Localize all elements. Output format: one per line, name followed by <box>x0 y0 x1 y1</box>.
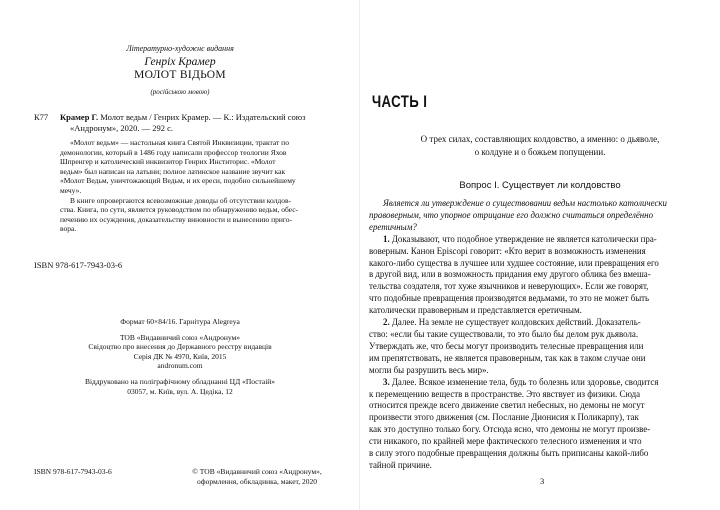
paragraph-line: католически правоверным и представляется еретичным. <box>369 305 582 316</box>
annotation-line: печению их осуждения, доказательству виновности и вынесению приго- <box>60 214 293 224</box>
language-note: (російською мовою) <box>150 88 210 96</box>
intro-line: о колдуне и о божьем попущении. <box>474 147 606 157</box>
question-line: еретичным? <box>369 221 417 232</box>
bibliographic-record <box>60 112 322 134</box>
imprint-line: 03057, м. Київ, вул. А. Цедіка, 12 <box>127 386 233 396</box>
edition-type-label: Літературно-художнє видання <box>126 44 234 53</box>
annotation-line: «Молот Ведьм, уничтожающий Ведьм, и их ереси, подобно сильнейшему <box>60 176 296 186</box>
paragraph-line: относится прежде всего движение светил небесных, но демоны не могут <box>369 400 645 411</box>
copyright-line: © ТОВ «Видавничий союз «Андронум», <box>192 467 322 476</box>
paragraph-line: воверным. Канон Episcopi говорит: «Кто верит в возможность изменения <box>369 245 646 256</box>
paragraph-line: в другой вид, или в возможность придания ему другого облика без вмеша- <box>369 269 651 280</box>
paragraph-line <box>369 377 694 389</box>
biblio-author-bold: Крамер Г. <box>60 112 99 122</box>
paragraph-line: тайной причине. <box>369 459 432 470</box>
annotation-line: ведьм» был написан на латыни; полное латинское название звучит как <box>60 166 286 176</box>
imprint-line: Серія ДК № 4970, Київ, 2015 <box>133 351 227 361</box>
annotation-line: В книге опровергаются всевозможные доводы об отсутствии колдов- <box>70 195 292 205</box>
book-title: МОЛОТ ВІДЬОМ <box>134 69 226 81</box>
imprint-line: Віддруковано на поліграфічному обладнанні ЦД «Постаій» <box>84 376 276 386</box>
isbn-bottom: ISBN 978-617-7943-03-6 <box>34 467 112 476</box>
paragraph-line: к перемещению веществ в пространстве. Это явствует из физики. Сюда <box>369 388 641 399</box>
annotation-line: вора. <box>60 224 77 234</box>
biblio-line <box>60 112 322 123</box>
paragraph-line: какого-либо существа в лучшее или худшее состояние, или превращения его <box>369 257 659 268</box>
paragraph-line: им препятствовать, не является правоверным, так как в таком случае они <box>369 352 646 363</box>
body-text <box>369 198 694 472</box>
index-code: К77 <box>34 112 49 122</box>
biblio-line: «Андронум», 2020. — 292 с. <box>70 123 173 133</box>
annotation <box>60 138 322 234</box>
annotation-line: демонологии, который в 1486 году написали профессор теологии Яхов <box>60 147 287 157</box>
paragraph-line: произвести этого движения (см. Послание Дионисия к Поликарпу), так <box>369 412 639 423</box>
paragraph-line: тельства создателя, тот хуже язычников и неверующих». Если же говорят, <box>369 281 649 292</box>
paragraph-line: как это доступно только богу. Отсюда ясно, что демоны не могут произве- <box>369 424 651 435</box>
paragraph-number: 1. <box>383 233 390 244</box>
paragraph-line: сти никакого, по крайней мере фактического телесного изменения и что <box>369 436 642 447</box>
annotation-line: «Молот ведьм» — настольная книга Святой Инквизиции, трактат по <box>70 138 289 147</box>
paragraph-text: Далее. На земле не существует колдовских действий. Доказатель- <box>391 317 641 328</box>
paragraph-line <box>369 234 694 246</box>
question-title: Вопрос I. Существует ли колдовство <box>459 180 621 191</box>
imprint-block <box>0 317 360 396</box>
paragraph-line: ство: «если бы такие существовали, то это было бы делом рук дьявола. <box>369 328 639 339</box>
paragraph-text: Доказывают, что подобное утверждение не является католически пра- <box>391 233 657 244</box>
author-name: Генріх Крамер <box>144 56 216 68</box>
question-line: Является ли утверждение о существовании ведьм настолько католически <box>383 198 667 208</box>
imprint-line: ТОВ «Видавничий союз «Андронум» <box>119 332 241 342</box>
isbn: ISBN 978-617-7943-03-6 <box>34 260 123 270</box>
paragraph-text: Далее. Всякое изменение тела, будь то болезнь или здоровье, сводится <box>391 376 659 387</box>
paragraph-number: 3. <box>383 376 390 387</box>
imprint-format: Формат 60×84/16. Гарнітура Alegreya <box>120 317 240 326</box>
paragraph-line: в силу этого подобные превращения должны быть приписаны какой-либо <box>369 448 649 459</box>
part-title: ЧАСТЬ I <box>371 92 428 111</box>
annotation-line: Шпренгер и католический инквизитор Генрих Инститорис. «Молот <box>60 157 276 167</box>
biblio-line-rest: Молот ведьм / Генрих Крамер. — К.: Издательский союз <box>100 112 306 122</box>
paragraph-line: что подобные превращения производятся ведьмами, то это не может быть <box>369 293 650 304</box>
imprint-line: Свідоцтво про внесення до Державного реєстру видавців <box>88 342 272 352</box>
annotation-line: мечу». <box>60 185 82 195</box>
question-line: правоверным, что упорное отрицание его должно считаться определённо <box>369 209 654 220</box>
paragraph-line: Утверждать же, что бесы могут производить телесные превращения или <box>369 340 644 351</box>
copyright-line: оформлення, обкладинка, макет, 2020 <box>196 476 318 486</box>
part-intro <box>360 133 720 159</box>
paragraph-number: 2. <box>383 317 390 328</box>
intro-line: О трех силах, составляющих колдовство, а именно: о дьяволе, <box>420 134 660 144</box>
imprint-website: andronum.com <box>157 361 203 371</box>
paragraph-line <box>369 317 694 329</box>
page-number: 3 <box>540 476 545 486</box>
annotation-line: ства. Книга, по сути, является руководством по обнаружению ведьм, обес- <box>60 205 299 215</box>
copyright <box>172 467 342 486</box>
paragraph-line: могли бы разрушить весь мир». <box>369 364 489 375</box>
